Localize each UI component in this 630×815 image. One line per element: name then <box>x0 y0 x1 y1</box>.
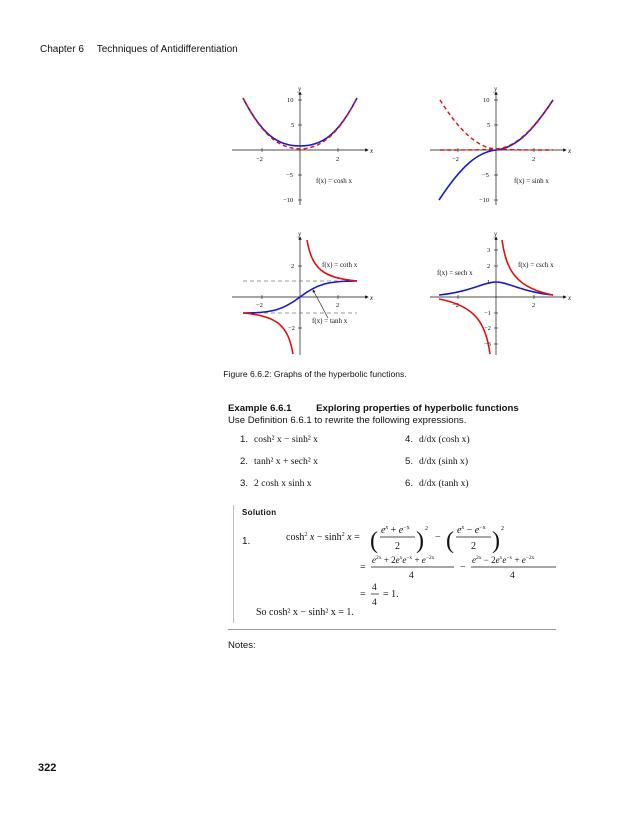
x-tick: 2 <box>532 156 536 163</box>
list-item: 5. d/dx (sinh x) <box>405 456 469 467</box>
svg-text:2: 2 <box>471 541 476 552</box>
example-label: Example 6.6.1 <box>228 403 292 414</box>
svg-text:ex − e−x: $e^x - e^{-x}$ <box>457 525 486 536</box>
svg-text:=: = <box>360 562 366 573</box>
svg-text:4: 4 <box>372 583 377 593</box>
svg-text:): ) <box>492 528 500 554</box>
list-item: 1. cosh² x − sinh² x <box>240 434 318 445</box>
y-tick: −1 <box>484 310 491 317</box>
list-item: 6. d/dx (tanh x) <box>405 478 469 489</box>
solution-heading: Solution <box>242 508 277 517</box>
example-title: Exploring properties of hyperbolic functions <box>316 403 519 414</box>
function-label: f(x) = cosh x <box>316 177 353 185</box>
function-label-csch: f(x) = csch x <box>518 261 554 269</box>
x-tick: 2 <box>336 302 340 309</box>
x-tick: 2 <box>336 156 340 163</box>
svg-text:4: 4 <box>372 598 377 608</box>
chapter-title: Techniques of Antidifferentiation <box>96 44 238 55</box>
svg-text:2: 2 <box>425 526 428 532</box>
list-item: 3. 2 cosh x sinh x <box>240 478 312 489</box>
svg-text:2: 2 <box>395 541 400 552</box>
svg-text:4: 4 <box>510 571 515 581</box>
svg-text:e2x − 2exe−x + e−2x: $e^{2x} - 2e^xe^{-x} + e^{-2x}$ <box>472 555 535 565</box>
y-tick: −2 <box>484 325 491 332</box>
svg-text:): ) <box>416 528 424 554</box>
svg-text:ex + e−x: $e^x + e^{-x}$ <box>381 525 410 536</box>
solution-margin-bar <box>233 505 234 623</box>
svg-text:(: ( <box>370 528 378 554</box>
page-number: 322 <box>38 762 57 774</box>
plot-sinh <box>430 85 572 205</box>
function-label: f(x) = sinh x <box>514 177 549 185</box>
x-axis-label: x <box>370 294 374 302</box>
plot-coth-tanh <box>232 230 374 355</box>
csch-left-branch <box>439 299 490 354</box>
y-tick: −10 <box>479 197 490 204</box>
y-tick: −3 <box>484 341 491 348</box>
svg-text:2: 2 <box>501 526 504 532</box>
y-tick: −2 <box>288 325 295 332</box>
y-tick: 10 <box>287 97 294 104</box>
y-axis-label: y <box>298 85 302 93</box>
svg-text:−: − <box>435 532 441 543</box>
svg-text:e2x + 2exe−x + e−2x: $e^{2x} + 2e^xe^{-x} + e^{-2x}$ <box>372 555 435 565</box>
y-axis-label: y <box>298 230 302 238</box>
y-tick: 5 <box>487 122 491 129</box>
svg-text:4: 4 <box>409 571 414 581</box>
solution-item-number: 1. <box>242 536 251 547</box>
svg-text:= 1.: = 1. <box>383 589 399 600</box>
x-tick: −2 <box>452 156 459 163</box>
svg-text:=: = <box>360 589 366 600</box>
solution-derivation <box>280 518 570 610</box>
x-tick: −2 <box>256 156 263 163</box>
function-label-tanh: f(x) = tanh x <box>312 317 348 325</box>
y-tick: 10 <box>483 97 490 104</box>
y-tick: −5 <box>286 172 293 179</box>
x-axis-label: x <box>568 294 572 302</box>
svg-text:(: ( <box>446 528 454 554</box>
x-tick: −2 <box>256 302 263 309</box>
solution-conclusion: So cosh² x − sinh² x = 1. <box>256 607 354 618</box>
function-label-coth: f(x) = coth x <box>322 261 358 269</box>
example-intro: Use Definition 6.6.1 to rewrite the following expressions. <box>228 415 467 426</box>
plot-sech-csch <box>430 230 572 355</box>
notes-label: Notes: <box>228 640 256 651</box>
coth-left-branch <box>243 313 293 354</box>
y-tick: 2 <box>291 263 295 270</box>
y-axis-label: y <box>494 85 498 93</box>
x-tick: 2 <box>532 302 536 309</box>
chapter-label: Chapter 6 <box>40 44 84 55</box>
x-axis-label: x <box>568 147 572 155</box>
list-item: 4. d/dx (cosh x) <box>405 434 470 445</box>
x-axis-label: x <box>370 147 374 155</box>
hyperbolic-graphs-figure <box>0 0 630 370</box>
notes-divider <box>228 629 556 630</box>
list-item: 2. tanh² x + sech² x <box>240 456 318 467</box>
svg-text:−: − <box>460 562 466 573</box>
y-tick: −5 <box>482 172 489 179</box>
function-label-sech: f(x) = sech x <box>437 269 473 277</box>
figure-caption: Figure 6.6.2: Graphs of the hyperbolic functions. <box>223 369 407 379</box>
y-tick: 2 <box>487 263 491 270</box>
x-tick: −2 <box>452 302 459 309</box>
svg-text:cosh2 x − sinh2 x =: $\cosh^2 x - \sinh^2 x$ = <box>286 532 360 543</box>
y-tick: 3 <box>487 247 491 254</box>
y-tick: 5 <box>291 122 295 129</box>
y-tick: −10 <box>283 197 294 204</box>
y-tick: 1 <box>487 279 491 286</box>
y-axis-label: y <box>494 230 498 238</box>
example-heading <box>228 403 519 414</box>
plot-cosh <box>232 85 374 205</box>
